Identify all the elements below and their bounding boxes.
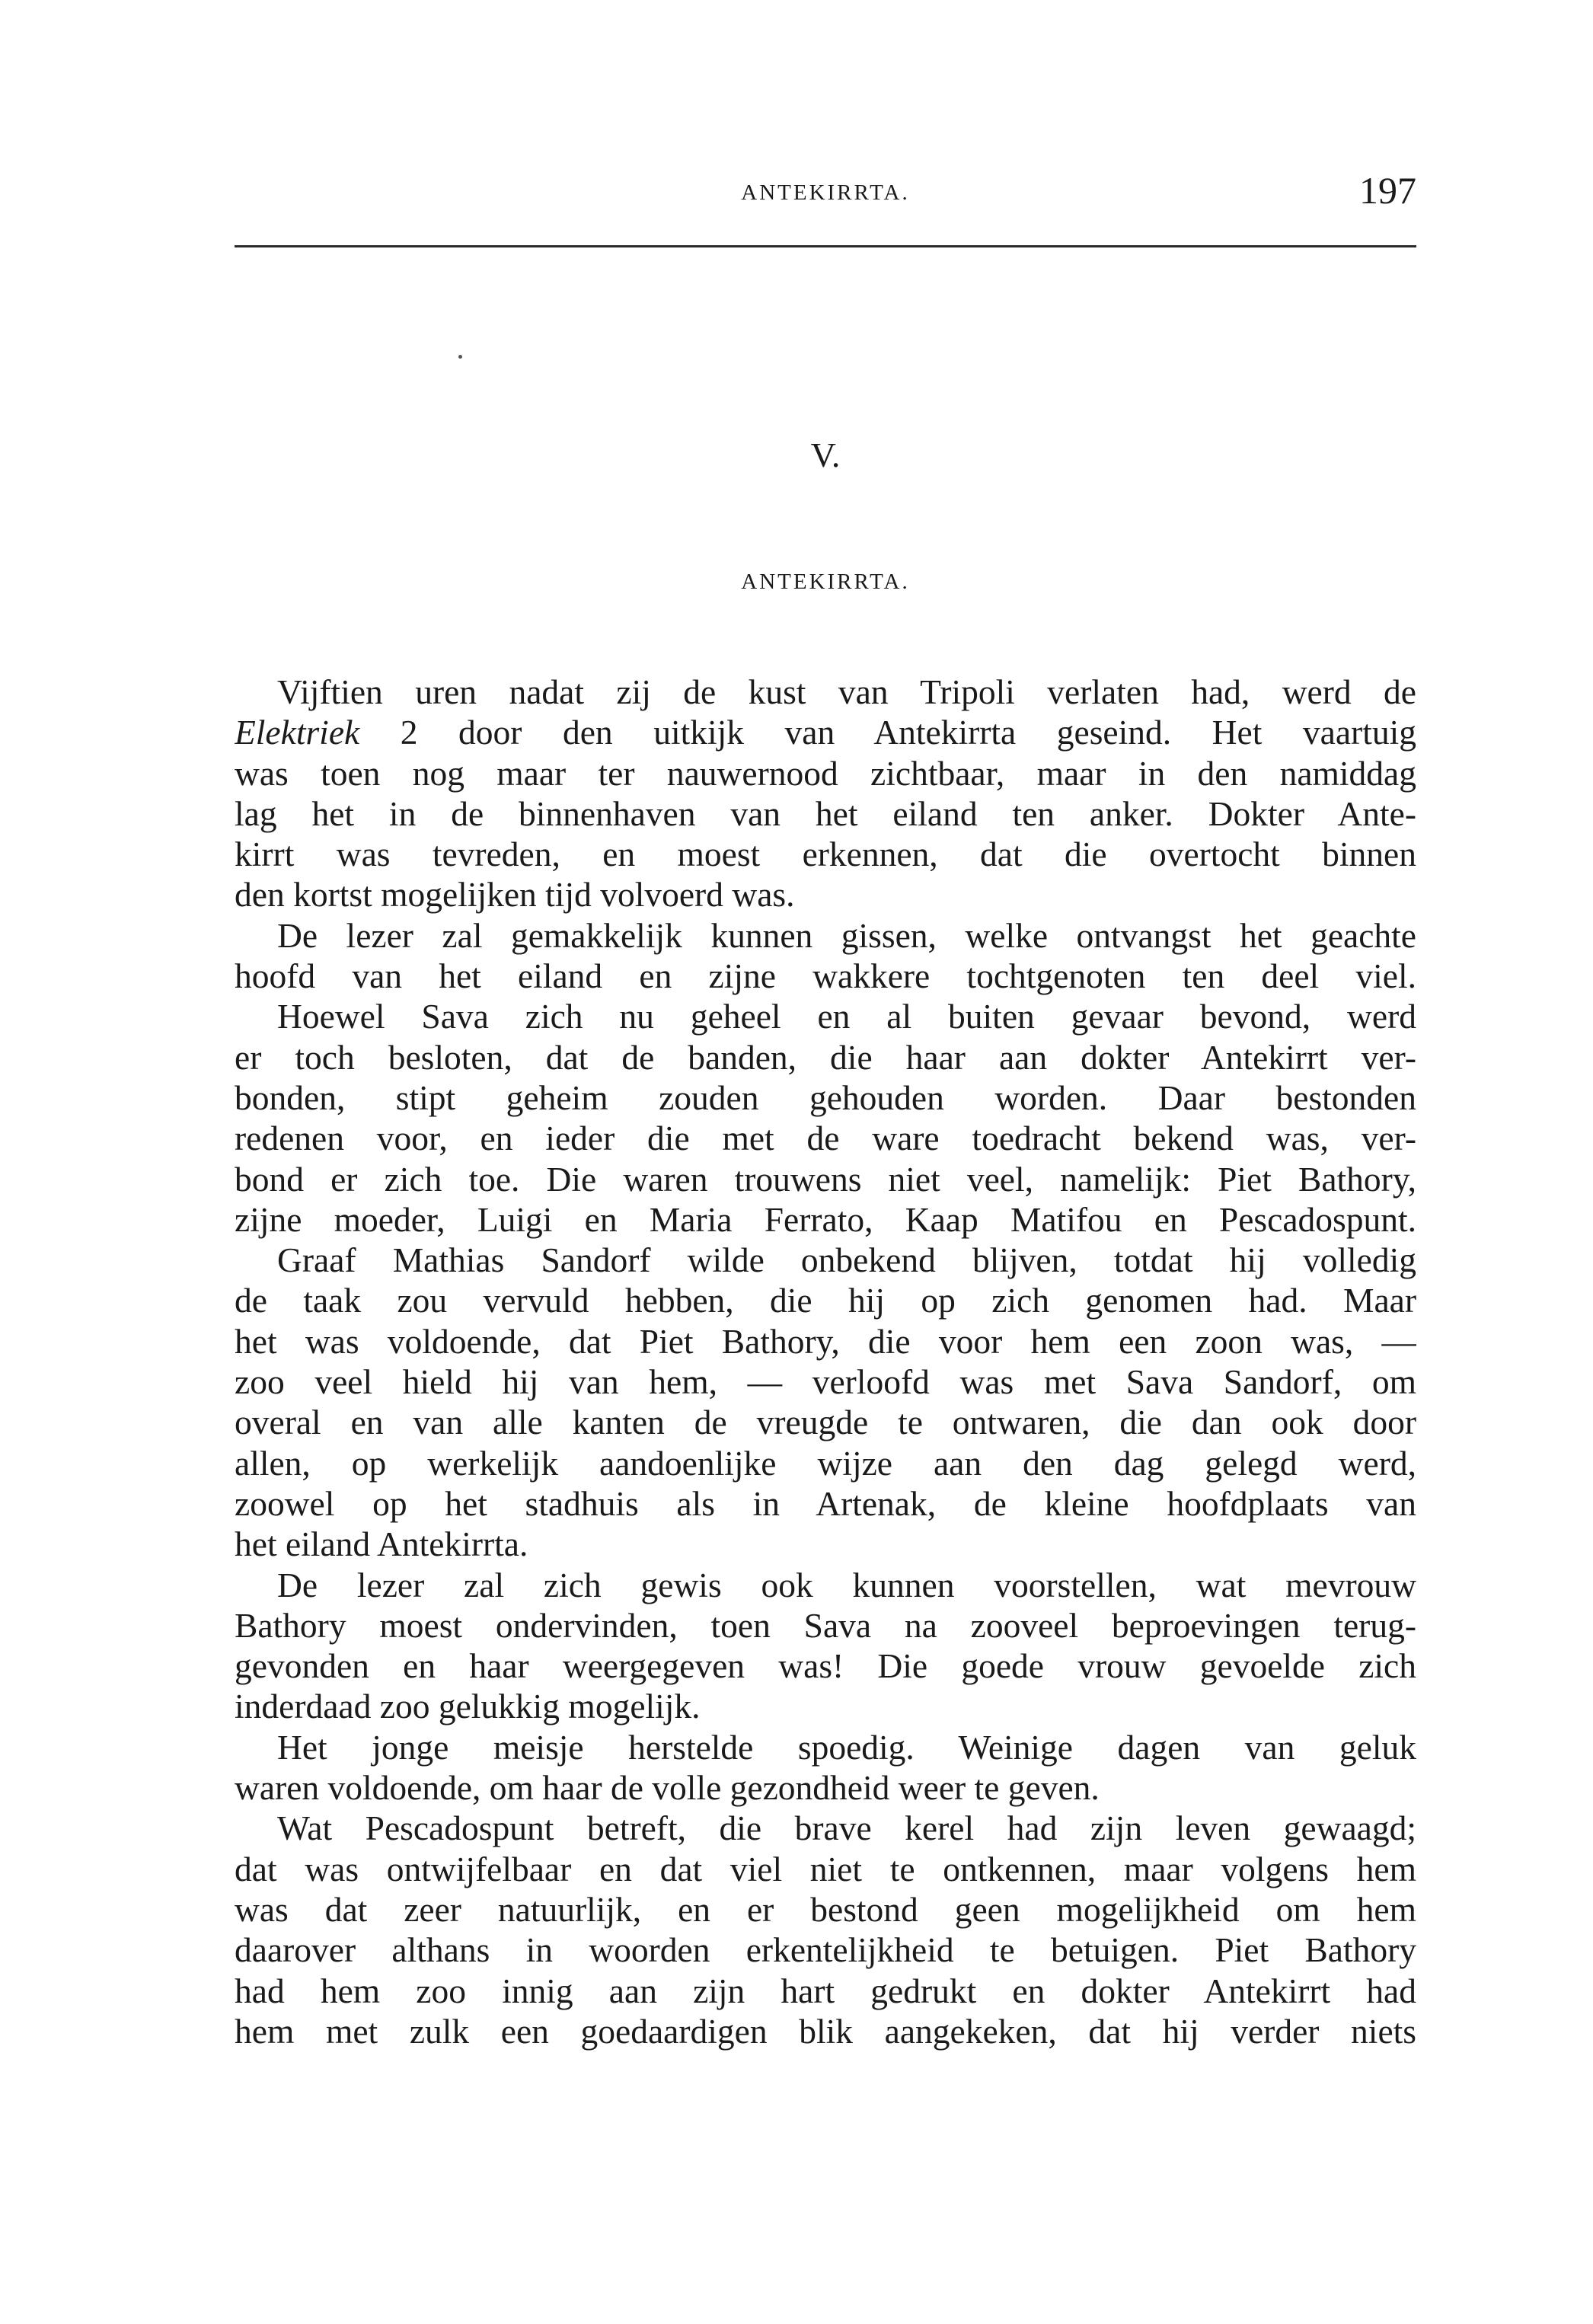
text-line: zoowel op het stadhuis als in Artenak, de kleine hoofdplaats van	[235, 1483, 1416, 1523]
chapter-title: ANTEKIRRTA.	[741, 570, 910, 594]
text-line: het was voldoende, dat Piet Bathory, die voor hem een zoon was, —	[235, 1321, 1416, 1361]
text-line: Bathory moest ondervinden, toen Sava na zooveel beproevingen terug-	[235, 1605, 1416, 1645]
running-head	[235, 169, 1416, 212]
text-line: overal en van alle kanten de vreugde te ontwaren, die dan ook door	[235, 1403, 1416, 1442]
text-line: den kortst mogelijken tijd volvoerd was.	[235, 875, 795, 915]
print-speck	[458, 355, 462, 359]
page-number: 197	[1359, 169, 1416, 212]
text-line: zoo veel hield hij van hem, — verloofd was met Sava Sandorf, om	[235, 1362, 1416, 1402]
text-line: Hoewel Sava zich nu geheel en al buiten gevaar bevond, werd	[277, 997, 1416, 1036]
text-line: was toen nog maar ter nauwernood zichtbaar, maar in den namiddag	[235, 753, 1416, 793]
body-text	[235, 672, 1416, 2051]
text-line: het eiland Antekirrta.	[235, 1524, 528, 1564]
text-line: De lezer zal gemakkelijk kunnen gissen, welke ontvangst het geachte	[277, 915, 1416, 955]
text-line: Vijftien uren nadat zij de kust van Tripoli verlaten had, werd de	[277, 672, 1416, 711]
header-rule	[235, 245, 1416, 247]
text-line: bonden, stipt geheim zouden gehouden worden. Daar bestonden	[235, 1077, 1416, 1117]
text-line: bond er zich toe. Die waren trouwens niet veel, namelijk: Piet Bathory,	[235, 1159, 1416, 1199]
text-line: De lezer zal zich gewis ook kunnen voorstellen, wat mevrouw	[277, 1565, 1416, 1604]
running-title: ANTEKIRRTA.	[741, 180, 910, 205]
text-line: de taak zou vervuld hebben, die hij op zich genomen had. Maar	[235, 1281, 1416, 1320]
text-line: was dat zeer natuurlijk, en er bestond geen mogelijkheid om hem	[235, 1889, 1416, 1929]
text-line: Het jonge meisje herstelde spoedig. Weinige dagen van geluk	[277, 1727, 1416, 1767]
text-line: waren voldoende, om haar de volle gezondheid weer te geven.	[235, 1768, 1100, 1808]
text-line: had hem zoo innig aan zijn hart gedrukt en dokter Antekirrt had	[235, 1971, 1416, 2010]
text-line: lag het in de binnenhaven van het eiland ten anker. Dokter Ante-	[235, 793, 1416, 833]
text-line: redenen voor, en ieder die met de ware toedracht bekend was, ver-	[235, 1119, 1416, 1158]
text-line: Graaf Mathias Sandorf wilde onbekend blijven, totdat hij volledig	[277, 1240, 1416, 1280]
text-line: zijne moeder, Luigi en Maria Ferrato, Kaap Matifou en Pescadospunt.	[235, 1199, 1416, 1239]
chapter-number: V.	[810, 436, 841, 474]
text-line: er toch besloten, dat de banden, die haar aan dokter Antekirrt ver-	[235, 1037, 1416, 1077]
text-line: dat was ontwijfelbaar en dat viel niet te ontkennen, maar volgens hem	[235, 1849, 1416, 1888]
ship-name: Elektriek	[235, 713, 360, 752]
text-line: allen, op werkelijk aandoenlijke wijze aan den dag gelegd werd,	[235, 1443, 1416, 1483]
text-line: hoofd van het eiland en zijne wakkere tochtgenoten ten deel viel.	[235, 956, 1416, 996]
text-line: Elektriek 2 door den uitkijk van Antekirrta geseind. Het vaartuig	[235, 713, 1416, 752]
text-line: inderdaad zoo gelukkig mogelijk.	[235, 1687, 701, 1726]
text-line: Wat Pescadospunt betreft, die brave kerel had zijn leven gewaagd;	[277, 1808, 1416, 1848]
text-line: daarover althans in woorden erkentelijkheid te betuigen. Piet Bathory	[235, 1930, 1416, 1970]
text-line: hem met zulk een goedaardigen blik aangekeken, dat hij verder niets	[235, 2011, 1416, 2051]
text-line: kirrt was tevreden, en moest erkennen, dat die overtocht binnen	[235, 835, 1416, 874]
text-line: gevonden en haar weergegeven was! Die goede vrouw gevoelde zich	[235, 1646, 1416, 1686]
